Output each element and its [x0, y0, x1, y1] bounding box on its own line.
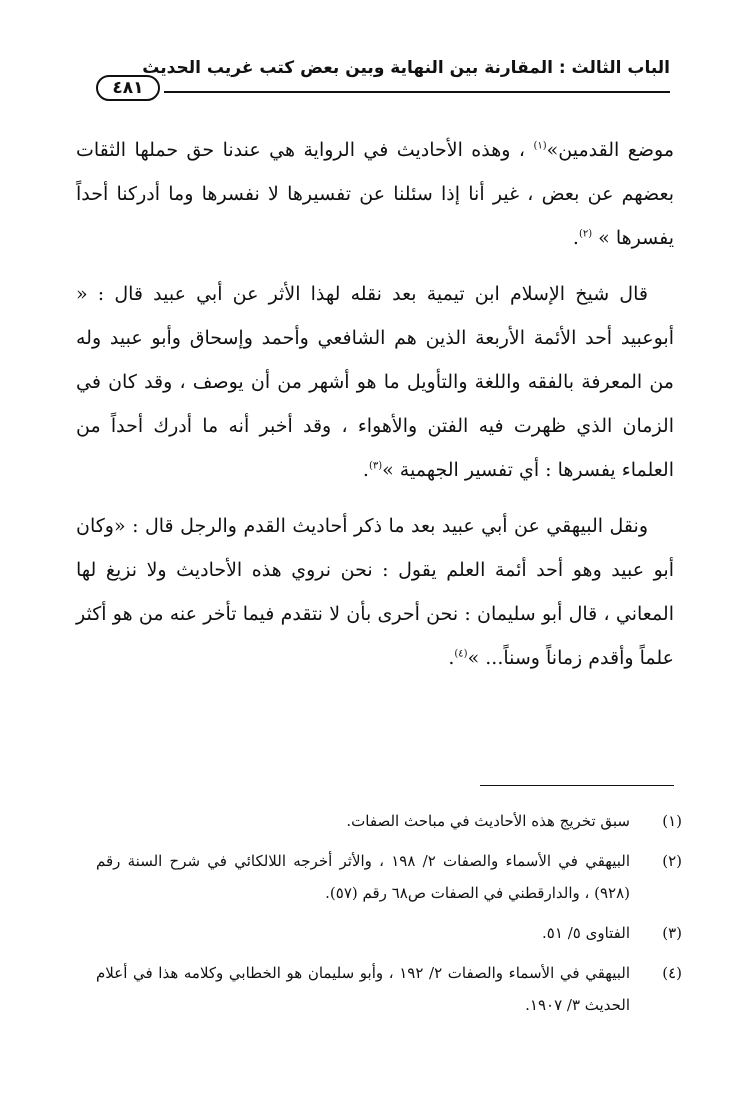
footnote-number: (٢)	[662, 852, 682, 870]
page-number: ٤٨١	[96, 75, 160, 101]
footnote-ref-1: (١)	[533, 140, 547, 152]
footnote-4	[96, 957, 682, 1021]
footnote-3	[96, 917, 682, 949]
paragraph-3	[76, 504, 674, 680]
footnote-text: سبق تخريج هذه الأحاديث في مباحث الصفات.	[346, 812, 630, 830]
footnote-number: (٤)	[662, 964, 682, 982]
footnote-1	[96, 805, 682, 837]
main-text	[76, 128, 674, 692]
header-rule	[164, 91, 670, 93]
footnote-number: (٣)	[662, 924, 682, 942]
footnotes	[96, 805, 682, 1029]
footnote-number: (١)	[662, 812, 682, 830]
chapter-title: الباب الثالث : المقارنة بين النهاية وبين بعض كتب غريب الحديث	[142, 58, 670, 78]
p3-text-end: .	[448, 647, 455, 669]
footnote-2	[96, 845, 682, 909]
p1-text-mid: ، وهذه الأحاديث في الرواية هي عندنا حق حملها الثقات بعضهم عن بعض ، غير أنا إذا سئلنا عن تفسيرها لا نفسرها وما أدركنا أحداً يفسرها »	[76, 139, 674, 249]
p2-text-end: .	[362, 459, 369, 481]
footnote-ref-2: (٢)	[578, 228, 593, 240]
page-header	[96, 58, 670, 104]
paragraph-1	[76, 128, 674, 260]
p2-text: قال شيخ الإسلام ابن تيمية بعد نقله لهذا الأثر عن أبي عبيد قال : « أبوعبيد أحد الأئمة الأربعة الذين هم الشافعي وأحمد وإسحاق وأبو عبيد وله من المعرفة بالفقه واللغة والتأويل ما هو أشهر من أن يوصف ، وقد كان في الزمان الذي ظهرت فيه الفتن والأهواء ، وقد أخبر أنه ما أدرك أحداً من العلماء يفسرها : أي تفسير الجهمية »	[76, 283, 674, 481]
p3-text: ونقل البيهقي عن أبي عبيد بعد ما ذكر أحاديث القدم والرجل قال : «وكان أبو عبيد وهو أحد أئمة العلم يقول : نحن نروي هذه الأحاديث ولا نزيغ لها المعاني ، قال أبو سليمان : نحن أحرى بأن لا نتقدم فيما تأخر عنه من هو أكثر علماً وأقدم زماناً وسناً... »	[76, 515, 674, 669]
footnote-text: الفتاوى ٥/ ٥١.	[542, 924, 630, 942]
footnote-text: البيهقي في الأسماء والصفات ٢/ ١٩٢ ، وأبو سليمان هو الخطابي وكلامه هذا في أعلام الحديث ٣/ ١٩٠٧.	[96, 964, 630, 1014]
footnote-text: البيهقي في الأسماء والصفات ٢/ ١٩٨ ، والأثر أخرجه اللالكائي في شرح السنة رقم (٩٢٨) ، والدارقطني في الصفات ص٦٨ رقم (٥٧).	[96, 852, 630, 902]
footnote-separator	[480, 785, 674, 786]
footnote-ref-3: (٣)	[368, 460, 383, 472]
p1-text-start: موضع القدمين»	[546, 139, 674, 161]
paragraph-2	[76, 272, 674, 492]
footnote-ref-4: (٤)	[454, 648, 468, 660]
p1-text-end: .	[572, 227, 579, 249]
